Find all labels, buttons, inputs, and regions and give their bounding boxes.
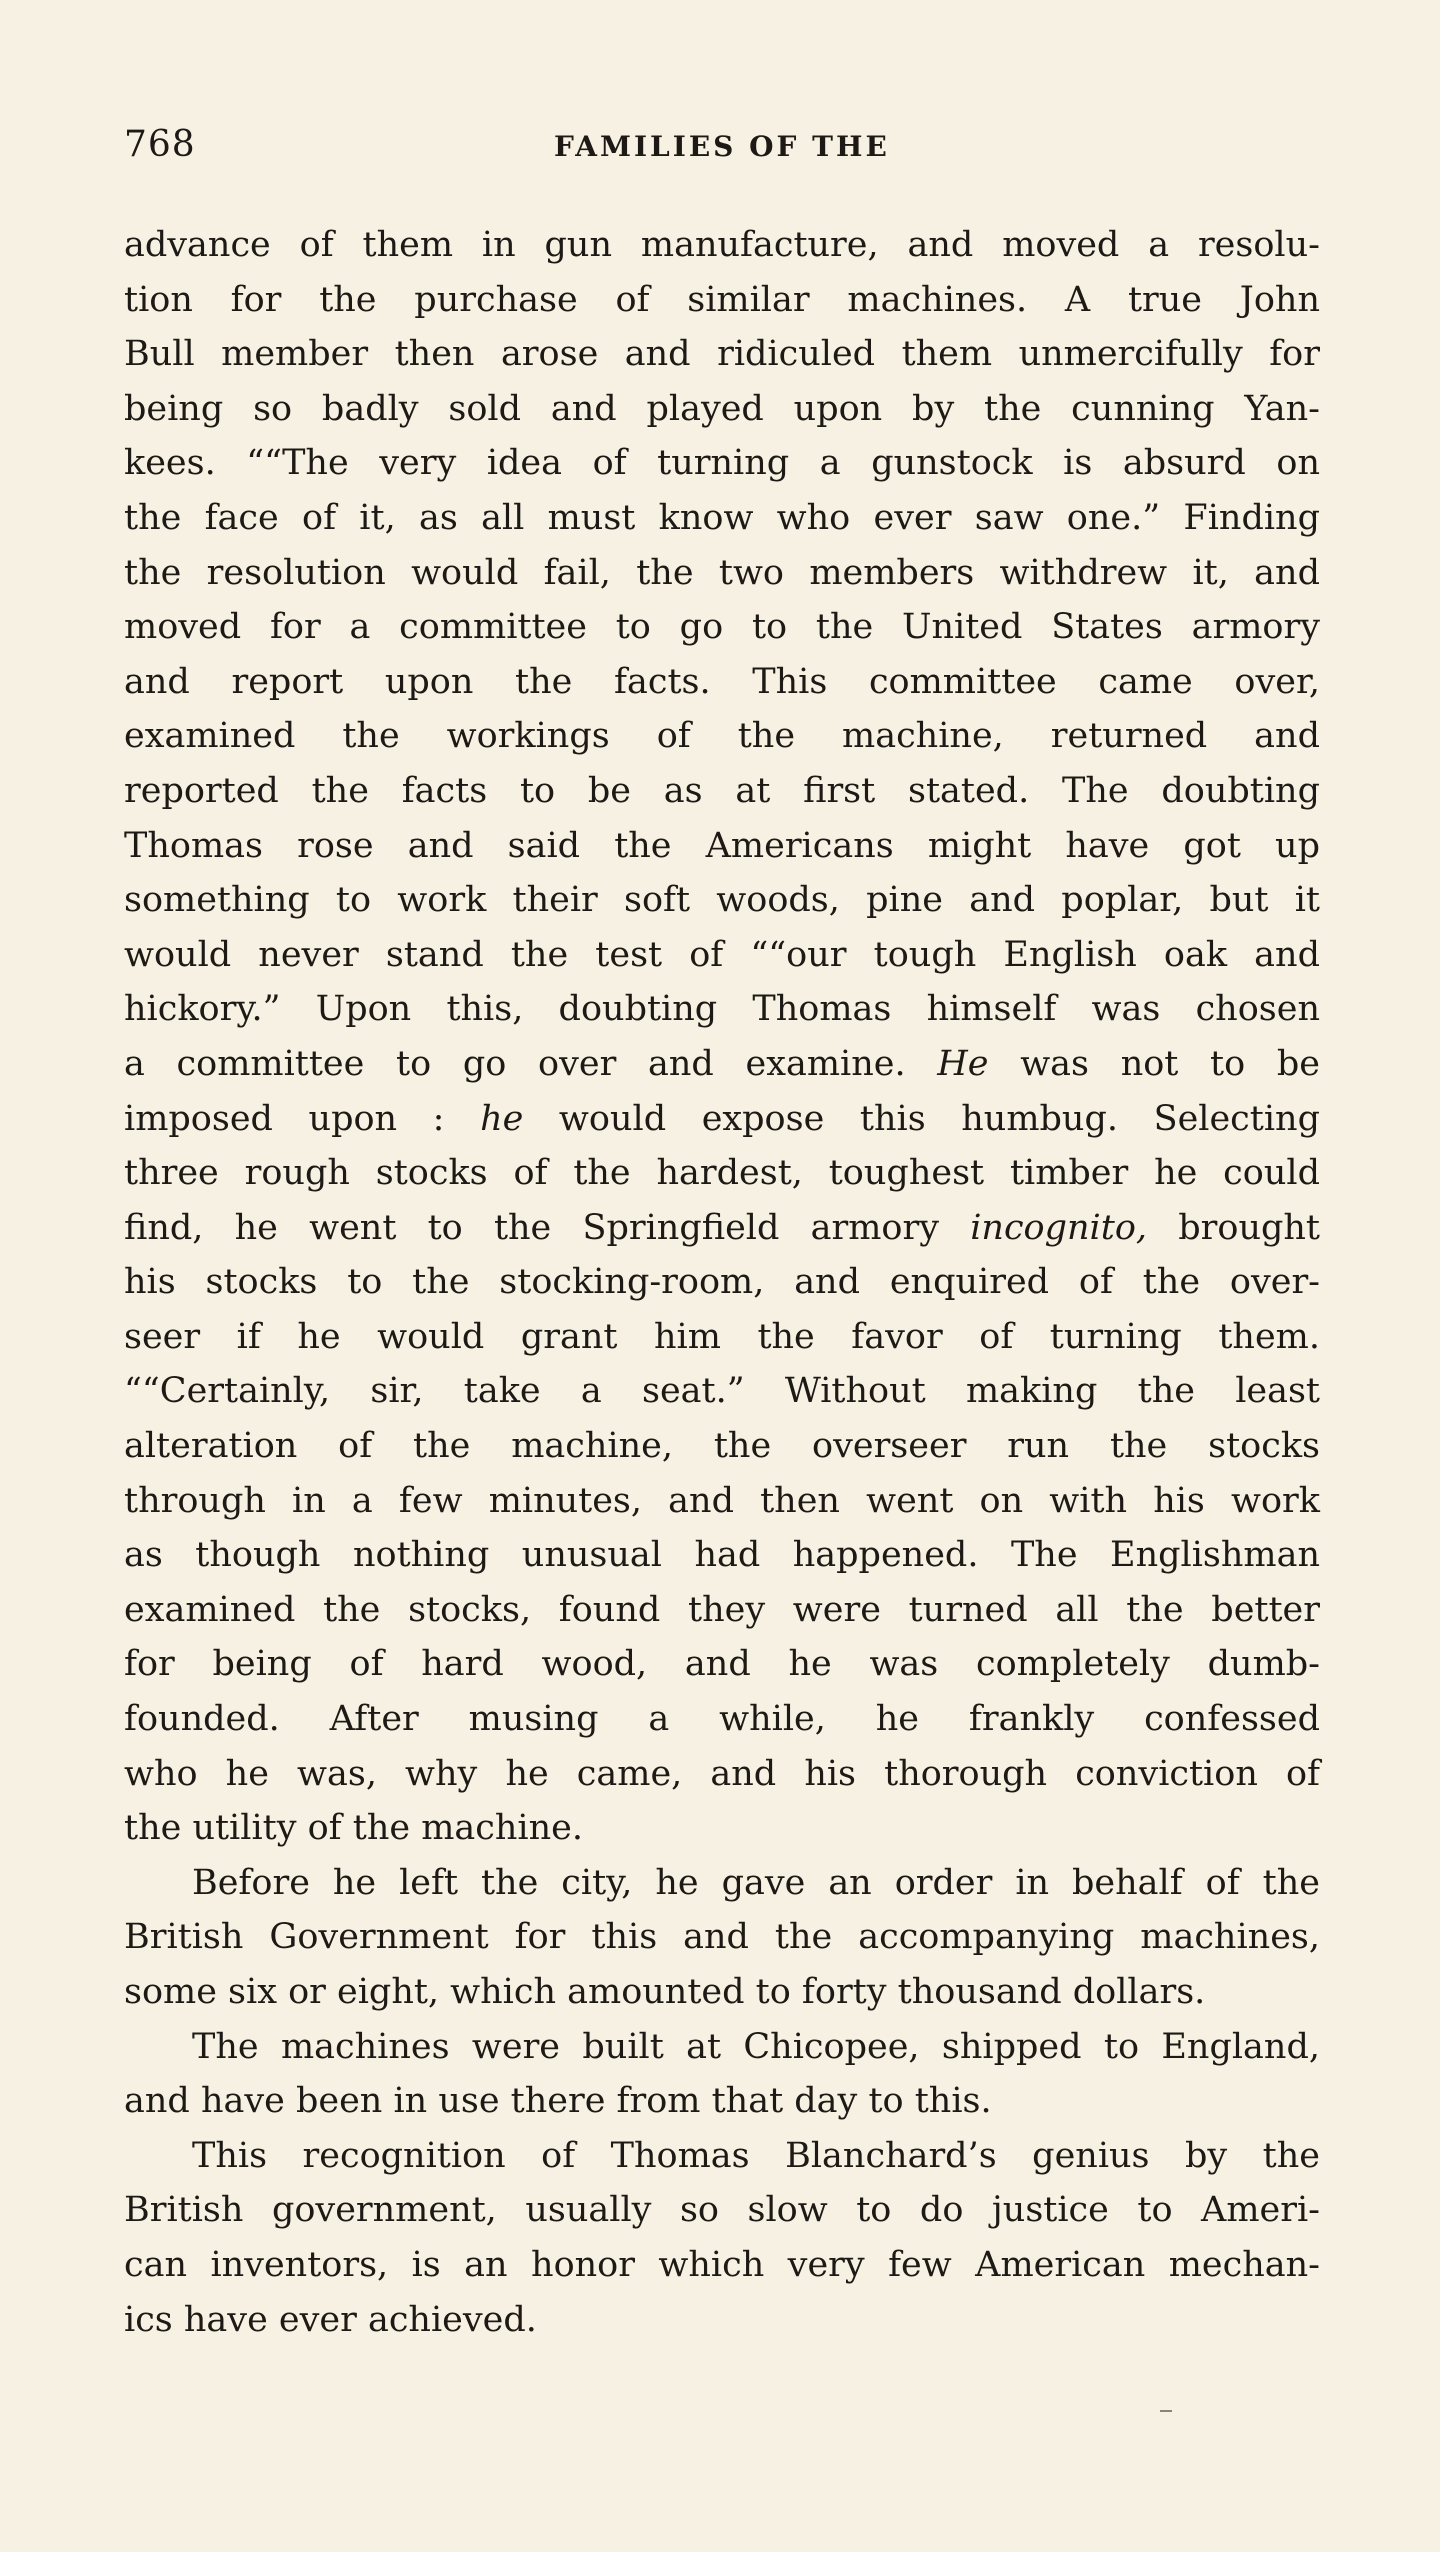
running-head (124, 124, 1324, 174)
text-line: British Government for this and the accompanying machines, (124, 1917, 1320, 1958)
text-line: who he was, why he came, and his thorough conviction of (124, 1753, 1320, 1794)
text-line: tion for the purchase of similar machines. A true John (124, 279, 1320, 320)
text-line: the resolution would fail, the two members withdrew it, and (124, 552, 1320, 593)
text-line: ““Certainly, sir, take a seat.” Without making the least (124, 1371, 1320, 1412)
italic-word: He (937, 1043, 989, 1084)
text-line: founded. After musing a while, he frankly confessed (124, 1699, 1320, 1740)
text-line: and have been in use there from that day to this. (124, 2081, 992, 2122)
text-segment: a committee to go over and examine. (124, 1043, 938, 1084)
text-line: examined the stocks, found they were turned all the better (124, 1589, 1320, 1630)
text-line: some six or eight, which amounted to forty thousand dollars. (124, 1972, 1206, 2012)
text-line: hickory.” Upon this, doubting Thomas himself was chosen (124, 989, 1320, 1030)
italic-word: he (480, 1098, 524, 1139)
text-line: and report upon the facts. This committee came over, (124, 661, 1320, 702)
text-line: British government, usually so slow to do justice to Ameri- (124, 2190, 1320, 2231)
text-line: the utility of the machine. (124, 1808, 583, 1849)
text-line: advance of them in gun manufacture, and moved a resolu- (124, 225, 1320, 265)
paragraph (124, 2129, 1320, 2347)
text-line (124, 1201, 1320, 1256)
text-line: for being of hard wood, and he was completely dumb- (124, 1644, 1320, 1685)
text-line: kees. ““The very idea of turning a gunstock is absurd on (124, 443, 1320, 484)
page-number: 768 (124, 124, 196, 165)
text-segment: was not to be (988, 1043, 1320, 1084)
text-line (124, 1092, 1320, 1147)
text-line: through in a few minutes, and then went on with his work (124, 1480, 1320, 1521)
italic-word: incognito, (970, 1207, 1148, 1248)
text-line: Thomas rose and said the Americans might have got up (124, 825, 1320, 866)
running-title: FAMILIES OF THE (554, 130, 890, 163)
text-line: his stocks to the stocking-room, and enquired of the over- (124, 1262, 1320, 1303)
text-line (124, 1037, 1320, 1092)
text-line: being so badly sold and played upon by the cunning Yan- (124, 388, 1320, 429)
paragraph (124, 2020, 1320, 2129)
text-line: alteration of the machine, the overseer run the stocks (124, 1426, 1320, 1467)
text-line: examined the workings of the machine, returned and (124, 716, 1320, 757)
text-line: ics have ever achieved. (124, 2299, 537, 2340)
text-segment: would expose this humbug. Selecting (523, 1098, 1320, 1139)
page-mark (1160, 2410, 1172, 2412)
text-line: moved for a committee to go to the United States armory (124, 607, 1320, 648)
text-line: The machines were built at Chicopee, shipped to England, (192, 2026, 1320, 2067)
text-segment: brought (1147, 1207, 1320, 1248)
text-line: This recognition of Thomas Blanchard’s genius by the (192, 2135, 1320, 2176)
paragraph (124, 1856, 1320, 2020)
text-line: the face of it, as all must know who ever saw one.” Finding (124, 497, 1320, 538)
text-line: reported the facts to be as at first stated. The doubting (124, 770, 1320, 811)
text-segment: find, he went to the Springfield armory (124, 1207, 971, 1248)
text-line: seer if he would grant him the favor of turning them. (124, 1316, 1320, 1357)
paragraph (124, 218, 1320, 1856)
text-line: as though nothing unusual had happened. The Englishman (124, 1535, 1320, 1576)
body-text (124, 218, 1320, 2347)
text-line: Before he left the city, he gave an order in behalf of the (192, 1862, 1320, 1903)
text-line: three rough stocks of the hardest, toughest timber he could (124, 1153, 1320, 1194)
text-segment: imposed upon : (124, 1098, 481, 1139)
text-line: can inventors, is an honor which very few American mechan- (124, 2244, 1320, 2285)
text-line: something to work their soft woods, pine and poplar, but it (124, 880, 1320, 921)
text-line: Bull member then arose and ridiculed them unmercifully for (124, 334, 1320, 375)
text-line: would never stand the test of ““our tough English oak and (124, 934, 1320, 975)
